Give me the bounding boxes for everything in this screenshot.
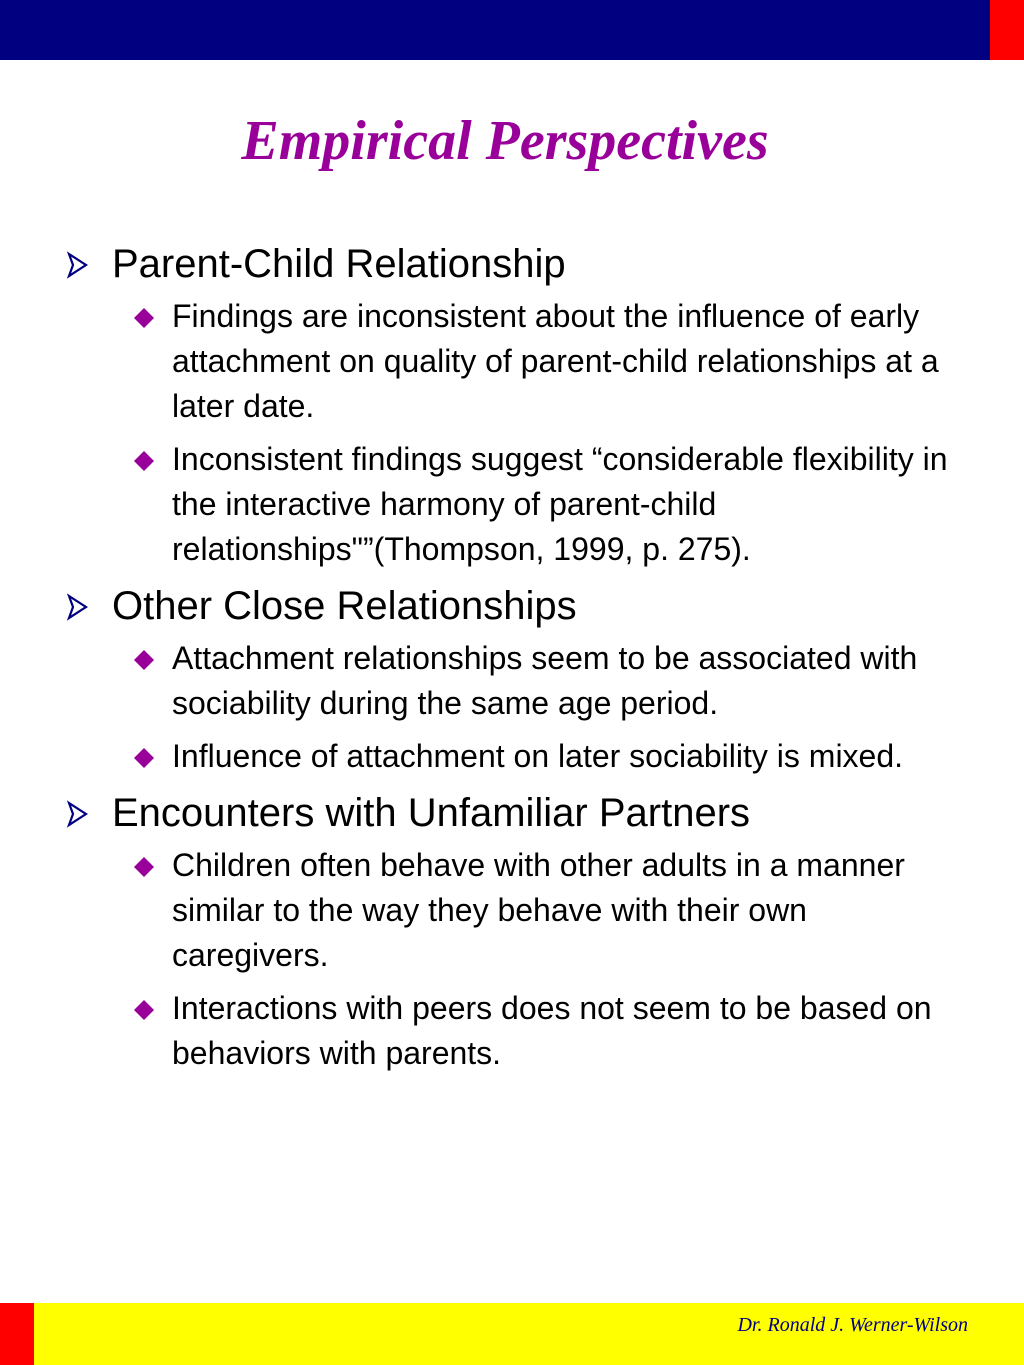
- header-bar: [0, 0, 990, 60]
- slide-title: Empirical Perspectives: [241, 110, 769, 172]
- bullet-level2: [172, 437, 964, 572]
- bullet-level2: [172, 636, 964, 726]
- bullet-level2: [172, 986, 964, 1076]
- header-accent: [990, 0, 1024, 60]
- bullet-level1: [64, 787, 964, 839]
- arrow-bullet-icon: [64, 593, 92, 621]
- section-heading: Parent-Child Relationship: [112, 242, 566, 286]
- section-other-close: [64, 580, 964, 779]
- footer-accent: [0, 1303, 34, 1365]
- bullet-text: Inconsistent findings suggest “considerable flexibility in the interactive harmony of parent-child relationships"”(Thompson, 1999, p. 275).: [172, 441, 948, 567]
- diamond-bullet-icon: [132, 306, 156, 330]
- arrow-bullet-icon: [64, 251, 92, 279]
- bullet-level2: [172, 843, 964, 978]
- bullet-text: Findings are inconsistent about the influence of early attachment on quality of parent-child relationships at a later date.: [172, 298, 939, 424]
- slide-content: [64, 238, 964, 1084]
- bullet-level2: [172, 734, 964, 779]
- bullet-level1: [64, 580, 964, 632]
- bullet-level1: [64, 238, 964, 290]
- diamond-bullet-icon: [132, 449, 156, 473]
- section-unfamiliar-partners: [64, 787, 964, 1076]
- diamond-bullet-icon: [132, 648, 156, 672]
- bullet-text: Interactions with peers does not seem to be based on behaviors with parents.: [172, 990, 932, 1071]
- arrow-bullet-icon: [64, 800, 92, 828]
- bullet-level2: [172, 294, 964, 429]
- footer-credit: Dr. Ronald J. Werner-Wilson: [737, 1314, 968, 1336]
- section-heading: Encounters with Unfamiliar Partners: [112, 791, 751, 835]
- bullet-text: Attachment relationships seem to be associated with sociability during the same age period.: [172, 640, 918, 721]
- bullet-text: Influence of attachment on later sociability is mixed.: [172, 738, 904, 774]
- diamond-bullet-icon: [132, 746, 156, 770]
- section-parent-child: [64, 238, 964, 572]
- bullet-text: Children often behave with other adults in a manner similar to the way they behave with their own caregivers.: [172, 847, 905, 973]
- diamond-bullet-icon: [132, 855, 156, 879]
- diamond-bullet-icon: [132, 998, 156, 1022]
- section-heading: Other Close Relationships: [112, 584, 577, 628]
